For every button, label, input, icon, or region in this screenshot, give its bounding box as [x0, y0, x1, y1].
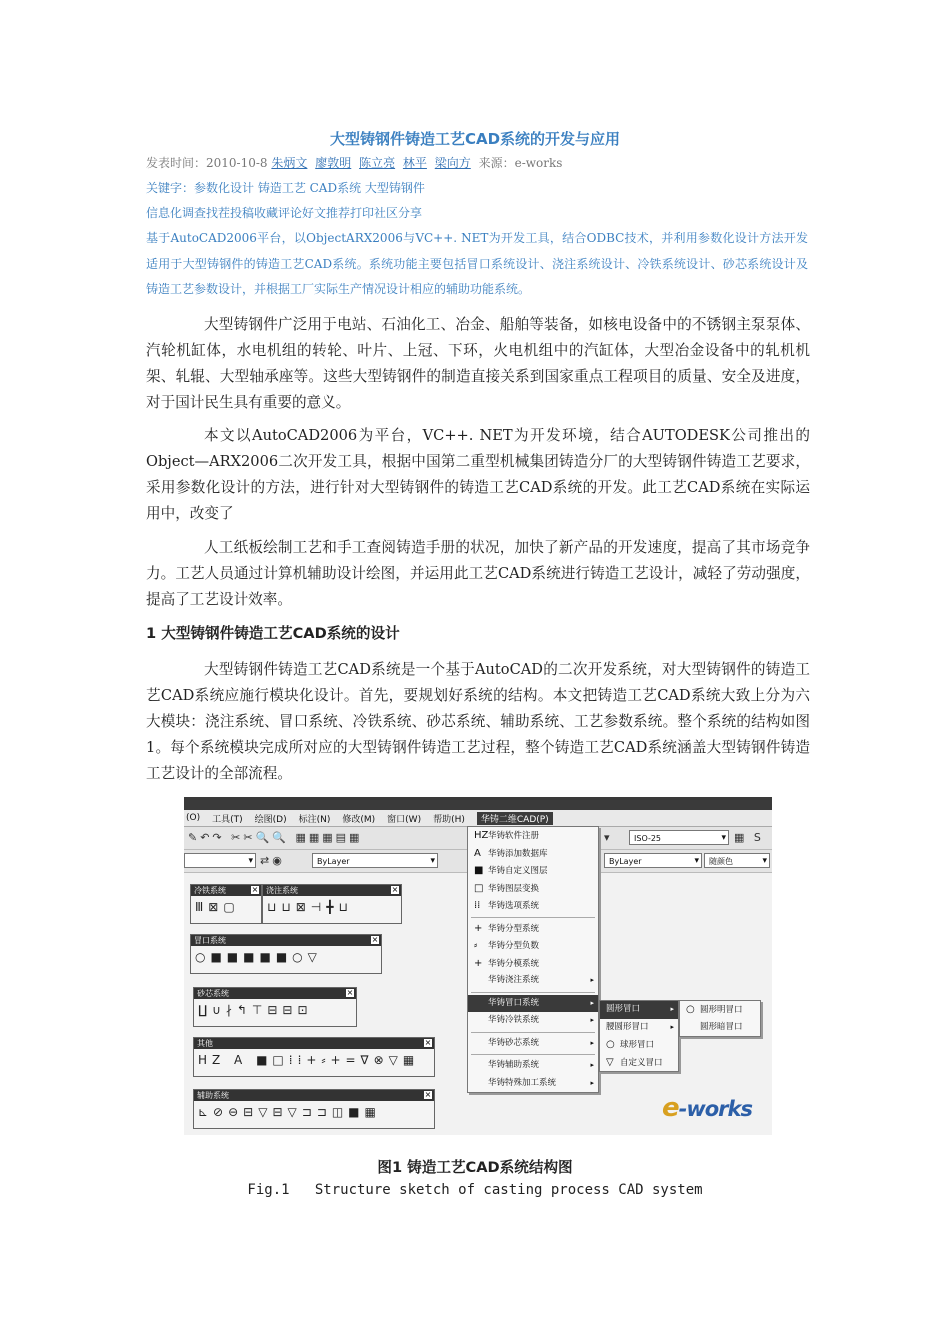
menu-entry[interactable]: ○ 球形冒口 [600, 1036, 678, 1054]
panel-title: 砂芯系统 [197, 989, 229, 998]
menu-item-huazhu[interactable]: 华铸二维CAD(P) [477, 812, 553, 825]
abstract: 基于AutoCAD2006平台，以ObjectARX2006与VC++. NET为开发工具，结合ODBC技术，并利用参数化设计方法开发适用于大型铸钢件的铸造工艺CAD系统。系统功能主要包括冒口系统设计、浇注系统设计、冷铁系统设计、砂芯系统设计及铸造工艺参数设计，并根据工厂实际生产情况设计相应的辅助功能系统。 [146, 231, 808, 296]
text-icon: A [474, 847, 481, 859]
close-icon[interactable]: × [346, 988, 354, 997]
menu-entry-selected[interactable]: 华铸冒口系统 ▸ [468, 995, 598, 1013]
toolbar-icons[interactable]: ⇄◉ [260, 854, 285, 867]
menu-entry[interactable]: A 华铸添加数据库 [468, 845, 598, 863]
menu-separator [471, 917, 595, 918]
minus-icon: ⸗ [474, 940, 478, 951]
body-paragraph: 本文以AutoCAD2006为平台，VC++. NET为开发环境，结合AUTODESK公司推出的Object—ARX2006二次开发工具，根据中国第二重型机械集团铸造分厂的大型铸钢件铸造工艺要求，采用参数化设计的方法，进行针对大型铸钢件的铸造工艺CAD系统的开发。此工艺CAD系统在实际运用中，改变了 [146, 427, 810, 522]
figure-caption-en: Fig.1 Structure sketch of casting process CAD system [247, 1182, 703, 1198]
author-link[interactable]: 廖敦明 [315, 156, 352, 170]
panel-title: 其他 [197, 1039, 213, 1048]
menu-item[interactable]: (O) [186, 813, 201, 823]
menu-entry[interactable]: 华铸冷铁系统 ▸ [468, 1012, 598, 1030]
plotstyle-select[interactable]: 随颜色 ▾ [704, 853, 770, 868]
triangle-icon: ▽ [606, 1056, 614, 1068]
menu-entry[interactable]: 华铸辅助系统 ▸ [468, 1057, 598, 1075]
panel-icons[interactable]: ∐∪∤↰⊤⊟⊟⊡ [198, 1003, 313, 1017]
square-icon: □ [474, 882, 484, 894]
menu-item[interactable]: 标注(N) [298, 814, 331, 825]
title-bar [184, 797, 772, 810]
body-paragraph: 大型铸钢件铸造工艺CAD系统是一个基于AutoCAD的二次开发系统，对大型铸钢件的铸造工艺CAD系统应施行模块化设计。首先，要规划好系统的结构。本文把铸造工艺CAD系统大致上分为六大模块：浇注系统、冒口系统、冷铁系统、砂芯系统、辅助系统、工艺参数系统。整个系统的结构如图1。每个系统模块完成所对应的大型铸钢件铸造工艺过程，整个铸造工艺CAD系统涵盖大型铸钢件铸造工艺设计的全部流程。 [146, 661, 810, 782]
author-link[interactable]: 林平 [402, 156, 427, 170]
menu-entry[interactable]: HZ华铸软件注册 [468, 827, 598, 845]
body-paragraph: 人工纸板绘制工艺和手工查阅铸造手册的状况，加快了新产品的开发速度，提高了其市场竞争力。工艺人员通过计算机辅助设计绘图，并运用此工艺CAD系统进行铸造工艺设计，减轻了劳动强度，提高了工艺设计效率。 [146, 539, 810, 608]
menu-separator [471, 1032, 595, 1033]
panel-icons[interactable]: ⊾⊘⊖⊟▽⊟▽⊐⊐◫■▦ [198, 1105, 381, 1119]
close-icon[interactable]: × [391, 885, 399, 894]
options-icon: ⁞⁞ [474, 900, 481, 911]
menu-entry[interactable]: 华铸特殊加工系统 ▸ [468, 1075, 598, 1093]
menu-entry[interactable]: + 华铸分模系统 [468, 955, 598, 973]
close-icon[interactable]: × [371, 935, 379, 944]
menu-entry[interactable]: 腰圆形冒口 ▸ [600, 1019, 678, 1037]
eworks-logo: e-works [662, 1093, 753, 1123]
panel-icons[interactable]: HZ A ■□⁞⁞+⸗+=∇⊗▽▦ [198, 1053, 420, 1067]
menu-item[interactable]: 窗口(W) [387, 814, 422, 825]
arrow-right-icon: ▸ [590, 998, 594, 1007]
huazhu-dropdown-menu [467, 826, 599, 1093]
menu-entry-selected[interactable]: 圆形冒口 ▸ [600, 1001, 678, 1019]
toolbar-icons[interactable]: ▦ S [734, 831, 764, 844]
author-link[interactable]: 朱炳文 [271, 156, 308, 170]
article-tools-line[interactable]: 信息化调查找茬投稿收藏评论好文推荐打印社区分享 [146, 206, 423, 220]
menu-item[interactable]: 帮助(H) [433, 814, 465, 825]
menu-entry[interactable]: 华铸砂芯系统 ▸ [468, 1035, 598, 1053]
menu-entry[interactable]: 圆形暗冒口 [700, 1021, 743, 1032]
meta-line [146, 154, 826, 171]
panel-title: 冷铁系统 [194, 886, 226, 895]
panel-maokou[interactable] [190, 934, 382, 974]
maokou-submenu [599, 1000, 679, 1072]
dimstyle-select[interactable]: ISO-25 ▾ [629, 830, 729, 845]
publish-date: 发表时间：2010-10-8 [146, 156, 268, 170]
menu-item[interactable]: 绘图(D) [254, 814, 287, 825]
source-label: 来源：e-works [478, 156, 563, 170]
menu-entry[interactable]: ■ 华铸自定义图层 [468, 862, 598, 880]
plus-icon: + [474, 922, 483, 934]
arrow-right-icon: ▸ [590, 1078, 594, 1087]
round-riser-submenu [679, 1000, 761, 1037]
menu-entry[interactable]: 华铸浇注系统 ▸ [468, 972, 598, 990]
menu-item[interactable]: 工具(T) [212, 814, 243, 825]
menu-bar [184, 810, 772, 827]
linetype-select[interactable]: ByLayer ▾ [604, 853, 702, 868]
figure-caption-cn: 图1 铸造工艺CAD系统结构图 [377, 1159, 573, 1176]
menu-entry[interactable]: □ 华铸图层变换 [468, 880, 598, 898]
panel-icons[interactable]: ⊔⊔⊠⊣╋⊔ [267, 900, 353, 914]
menu-entry[interactable]: ⁞⁞ 华铸选项系统 [468, 897, 598, 915]
section-heading: 1 大型铸钢件铸造工艺CAD系统的设计 [146, 625, 400, 642]
panel-qita[interactable] [193, 1037, 435, 1077]
menu-separator [471, 992, 595, 993]
close-icon[interactable]: × [424, 1090, 432, 1099]
panel-icons[interactable]: Ⅲ⊠▢ [195, 900, 240, 914]
menu-entry[interactable]: ⸗ 华铸分型负数 [468, 937, 598, 955]
circle-icon: ○ [606, 1039, 615, 1050]
panel-title: 冒口系统 [194, 936, 226, 945]
toolbar-icons[interactable]: ✎↶↷ ✂✂🔍🔍 ▦▦▦▤▦ [188, 831, 363, 844]
keywords-line: 关键字：参数化设计 铸造工艺 CAD系统 大型铸钢件 [146, 181, 425, 195]
close-icon[interactable]: × [424, 1038, 432, 1047]
color-select[interactable]: ByLayer ▾ [312, 853, 438, 868]
plus-icon: + [474, 957, 483, 969]
article-title: 大型铸钢件铸造工艺CAD系统的开发与应用 [329, 130, 621, 148]
author-link[interactable]: 陈立亮 [359, 156, 396, 170]
menu-separator [471, 1054, 595, 1055]
arrow-right-icon: ▸ [670, 1022, 674, 1031]
circle-icon: ○ [686, 1004, 695, 1015]
panel-title: 浇注系统 [266, 886, 298, 895]
panel-jiaozhu[interactable] [262, 884, 402, 924]
hz-icon: HZ [474, 830, 489, 841]
panel-shaxin[interactable] [193, 987, 357, 1027]
panel-icons[interactable]: ○■■■■■○▽ [195, 950, 322, 964]
arrow-right-icon: ▸ [670, 1005, 674, 1013]
arrow-right-icon: ▸ [590, 1038, 594, 1047]
menu-entry[interactable]: ▽ 自定义冒口 [600, 1054, 678, 1072]
menu-entry[interactable]: ○ 圆形明冒口 [680, 1001, 760, 1019]
figure-cad-screenshot [184, 797, 772, 1135]
layer-select[interactable] [184, 853, 256, 868]
panel-lengtie[interactable] [190, 884, 262, 924]
author-link[interactable]: 梁向方 [434, 156, 471, 170]
toolbar-icons[interactable]: ▾ [604, 831, 613, 844]
arrow-right-icon: ▸ [590, 1016, 594, 1024]
panel-fuzhu[interactable] [193, 1089, 435, 1129]
close-icon[interactable]: × [251, 885, 259, 894]
body-paragraph: 大型铸钢件广泛用于电站、石油化工、冶金、船舶等装备，如核电设备中的不锈钢主泵泵体、汽轮机缸体，水电机组的转轮、叶片、上冠、下环，火电机组中的汽缸体，大型冶金设备中的轧机机架、轧辊、大型轴承座等。这些大型铸钢件的制造直接关系到国家重点工程项目的质量、安全及进度，对于国计民生具有重要的意义。 [146, 316, 810, 411]
panel-title: 辅助系统 [197, 1091, 229, 1100]
arrow-right-icon: ▸ [590, 976, 594, 984]
menu-item[interactable]: 修改(M) [342, 814, 376, 825]
arrow-right-icon: ▸ [590, 1061, 594, 1069]
layer-icon: ■ [474, 865, 484, 876]
menu-entry[interactable]: + 华铸分型系统 [468, 920, 598, 938]
